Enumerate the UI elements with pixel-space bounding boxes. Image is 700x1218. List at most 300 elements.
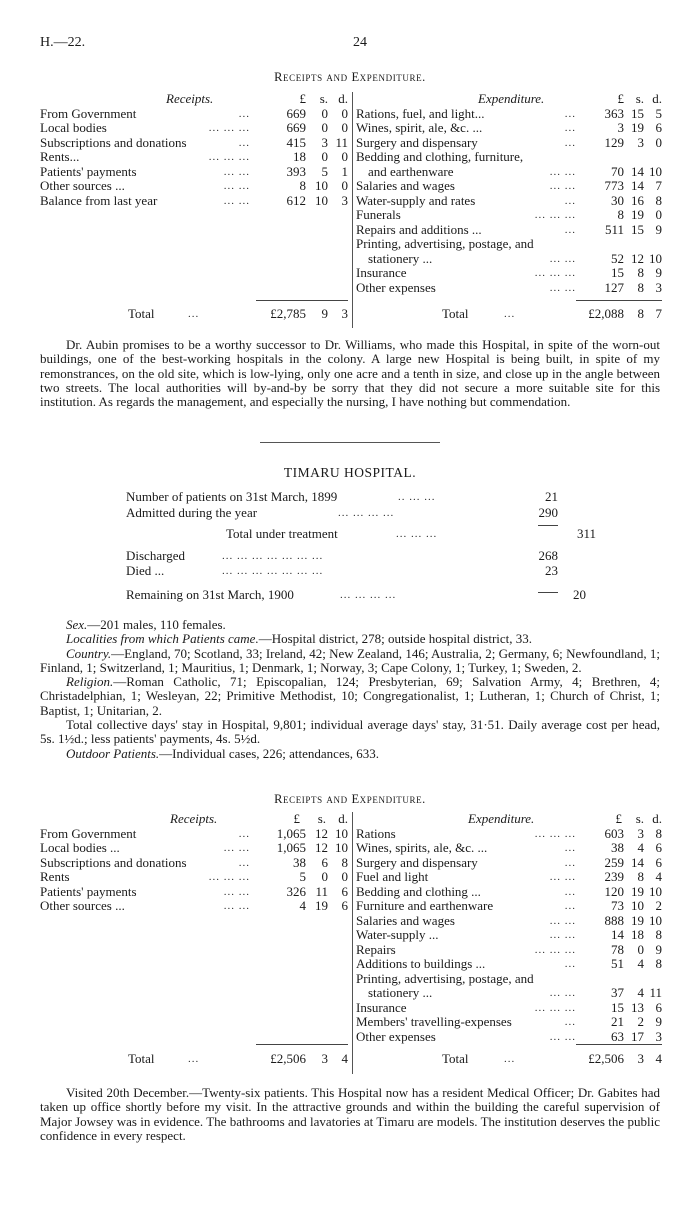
row-label: Other sources ...: [40, 178, 125, 193]
row-shillings: 19: [315, 898, 328, 913]
table2-title: Receipts and Expenditure.: [274, 792, 426, 806]
row-pence: 9: [655, 265, 662, 280]
expenditure-sum-rule: [576, 1044, 662, 1045]
receipts-rows: [40, 827, 348, 914]
row-pounds: 393: [286, 163, 306, 179]
receipt-row: [40, 870, 348, 885]
receipts-total: [40, 1052, 348, 1067]
row-pounds: 603: [604, 825, 624, 841]
leader-dots: ...: [238, 107, 250, 120]
row-label: Bedding and clothing, furniture,: [356, 149, 524, 164]
row-pounds: 129: [604, 134, 624, 150]
leader-dots: ...: [564, 122, 576, 134]
receipts-total: [40, 307, 348, 322]
expenditure-row: [356, 237, 662, 252]
total-pence: 3: [341, 306, 348, 321]
row-shillings: 0: [321, 869, 328, 884]
row-shillings: 3: [321, 134, 328, 150]
row-pence: 10: [649, 163, 662, 179]
expenditure-total: [356, 1052, 662, 1067]
expenditure-row: [356, 943, 662, 958]
row-label: Local bodies ...: [40, 840, 120, 855]
row-label: Water-supply ...: [356, 927, 439, 942]
row-pounds: 4: [299, 898, 306, 913]
row-shillings: 5: [321, 163, 328, 179]
row-label: Bedding and clothing ...: [356, 883, 481, 899]
row-label: Local bodies: [40, 120, 107, 135]
total-shillings: 8: [637, 306, 644, 321]
leader-dots: ... ...: [223, 180, 250, 192]
leader-dots: ... ...: [549, 929, 576, 941]
leader-dots: ... ... ...: [396, 528, 438, 540]
row-pounds: 18: [293, 149, 306, 164]
leader-dots: ...: [238, 136, 250, 149]
leader-dots: ... ... ...: [208, 122, 250, 134]
row-label: Furniture and earthenware: [356, 898, 494, 913]
expenditure-row: [356, 827, 662, 842]
unit-shillings: s.: [319, 91, 328, 106]
row-shillings: 12: [631, 250, 644, 266]
stat-admitted: [126, 506, 596, 522]
total-dots: ...: [188, 308, 200, 320]
expenditure-row: [356, 150, 662, 165]
expenditure-sum-rule: [576, 300, 662, 301]
outdoor-label: Outdoor Patients.: [66, 745, 160, 761]
stat-total-under-treatment: [126, 527, 596, 543]
row-pence: 2: [655, 898, 662, 913]
leader-dots: ...: [564, 136, 576, 149]
leader-dots: ...: [564, 223, 576, 236]
expenditure-row: [356, 856, 662, 871]
patient-statistics: [126, 490, 596, 603]
receipt-row: [40, 841, 348, 856]
row-label: Printing, advertising, postage, and: [356, 236, 534, 251]
row-pounds: 3: [617, 120, 624, 135]
expenditure-row: [356, 165, 662, 180]
row-pounds: 14: [611, 927, 624, 942]
expenditure-row: [356, 266, 662, 281]
leader-dots: ... ... ... ... ... ... ...: [222, 549, 324, 562]
row-label: Rents...: [40, 149, 80, 164]
row-shillings: 4: [637, 840, 644, 855]
row-pounds: 363: [604, 105, 624, 121]
row-pounds: 38: [611, 840, 624, 855]
row-pounds: 1,065: [276, 825, 306, 841]
row-label: Members' travelling-expenses: [356, 1014, 512, 1029]
country-label: Country.: [66, 645, 112, 661]
stat-discharged: [126, 549, 596, 565]
leader-dots: ... ...: [549, 871, 576, 883]
row-pounds: 51: [611, 956, 624, 971]
row-pence: 3: [655, 1028, 662, 1044]
unit-pounds: £: [293, 811, 300, 826]
stat-remaining-1900: [126, 588, 596, 604]
row-pence: 3: [655, 279, 662, 295]
leader-dots: ...: [564, 958, 576, 970]
row-pounds: 15: [611, 265, 624, 280]
sum-rule: [538, 525, 558, 526]
stat-value: 290: [538, 504, 558, 520]
expenditure-rows: [356, 827, 662, 1045]
total-pence: 4: [341, 1051, 348, 1066]
row-shillings: 2: [637, 1014, 644, 1029]
row-label: Wines, spirit, ale, &c. ...: [356, 120, 483, 135]
row-pounds: 888: [604, 912, 624, 928]
paragraph-text: Visited 20th December.—Twenty-six patients. This Hospital now has a resident Medical Officer; Dr. Gabites had taken up office shortly before my visit. In the attractive grounds and within the building the careful supervision of Major Jowsey was in evidence. The bathrooms and lavatories at Timaru are models. The institution deserves the public confidence in every respect.: [40, 1085, 660, 1143]
receipt-row: [40, 121, 348, 136]
stat-value: 268: [538, 547, 558, 563]
paragraph-text: Dr. Aubin promises to be a worthy successor to Dr. Williams, who made this Hospital, in spite of the worn-out buildings, one of the best-working hospitals in the colony. A large new Hospital is being built, in spite of my remonstrances, on the old site, which is low-lying, only one acre and a tenth in size, and close up in the angle between two streets. The local authorities will by-and-by be sorry that they did not secure a more suitable site for this institution. As regards the management, and especially the nursing, I have nothing but commendation.: [40, 337, 660, 410]
expenditure-header: [356, 92, 662, 107]
row-shillings: 14: [631, 163, 644, 179]
total-pounds: £2,506: [588, 1051, 624, 1066]
row-shillings: 4: [637, 985, 644, 1000]
stat-label: Admitted during the year: [126, 504, 258, 520]
expenditure-row: [356, 107, 662, 122]
leader-dots: ... ...: [223, 165, 250, 178]
receipt-row: [40, 136, 348, 151]
row-shillings: 16: [631, 192, 644, 208]
row-pence: 8: [341, 854, 348, 870]
leader-dots: ... ...: [223, 885, 250, 898]
receipt-row: [40, 150, 348, 165]
stat-label: Number of patients on 31st March, 1899: [126, 489, 338, 504]
country-text: —England, 70; Scotland, 33; Ireland, 42; New Zealand, 146; Australia, 2; Germany, 6; Newfoundland, 1; Finland, 1; Switzerland, 1; Mauritius, 1; Denmark, 1; Norway, 3; Cape Colony, 1; Turkey, 1; Sweden, 2.: [40, 645, 660, 675]
total-pounds: £2,088: [588, 306, 624, 321]
row-label: Repairs: [356, 941, 396, 957]
stat-value: 311: [576, 526, 596, 541]
row-pence: 11: [335, 134, 348, 150]
row-label: stationery ...: [368, 985, 433, 1000]
row-pounds: 30: [611, 192, 624, 208]
total-shillings: 9: [321, 306, 328, 321]
receipts-title: Receipts.: [166, 91, 214, 106]
expenditure-row: [356, 281, 662, 296]
row-pence: 6: [341, 898, 348, 913]
leader-dots: ...: [564, 1016, 576, 1028]
expenditure-row: [356, 957, 662, 972]
row-label: and earthenware: [368, 163, 454, 179]
receipt-row: [40, 885, 348, 900]
row-label: Rations: [356, 825, 396, 841]
expenditure-row: [356, 870, 662, 885]
row-pence: 5: [655, 105, 662, 121]
row-label: Water-supply and rates: [356, 192, 476, 208]
receipt-row: [40, 165, 348, 180]
row-pounds: 8: [617, 207, 624, 222]
paragraph-aubin: [40, 338, 660, 409]
row-shillings: 19: [631, 207, 644, 222]
row-label: Funerals: [356, 207, 401, 222]
row-pounds: 5: [299, 869, 306, 884]
leader-dots: ... ...: [549, 1030, 576, 1043]
total-shillings: 3: [321, 1051, 328, 1066]
leader-dots: ... ...: [549, 180, 576, 192]
stat-value: 21: [545, 489, 558, 504]
religion-line: [40, 675, 660, 718]
row-shillings: 8: [637, 869, 644, 884]
row-shillings: 14: [631, 854, 644, 870]
expenditure-row: [356, 1015, 662, 1030]
leader-dots: ...: [564, 856, 576, 869]
unit-pence: d.: [652, 811, 662, 826]
row-shillings: 8: [637, 279, 644, 295]
row-shillings: 0: [321, 149, 328, 164]
unit-shillings: s.: [635, 811, 644, 826]
expenditure-row: [356, 841, 662, 856]
row-label: Printing, advertising, postage, and: [356, 970, 534, 986]
section-divider: [260, 442, 440, 443]
total-label: Total: [128, 306, 155, 321]
row-pence: 6: [655, 120, 662, 135]
row-shillings: 15: [631, 221, 644, 237]
receipts-rows: [40, 107, 348, 209]
row-shillings: 17: [631, 1028, 644, 1044]
row-pounds: 669: [286, 120, 306, 135]
leader-dots: ... ... ... ...: [340, 588, 397, 601]
row-pounds: 37: [611, 985, 624, 1000]
leader-dots: ...: [564, 107, 576, 120]
row-shillings: 13: [631, 999, 644, 1015]
row-label: Balance from last year: [40, 192, 158, 208]
expenditure-row: [356, 223, 662, 238]
expenditure-row: [356, 928, 662, 943]
row-shillings: 0: [321, 120, 328, 135]
religion-label: Religion.: [66, 674, 114, 690]
country-line: [40, 647, 660, 676]
receipts-header: [40, 92, 348, 107]
row-label: Insurance: [356, 265, 407, 280]
receipt-row: [40, 856, 348, 871]
row-shillings: 11: [315, 883, 328, 899]
expenditure-total: [356, 307, 662, 322]
row-label: Patients' payments: [40, 883, 137, 899]
row-pence: 4: [655, 869, 662, 884]
row-pounds: 78: [611, 941, 624, 957]
row-shillings: 12: [315, 825, 328, 841]
sex-text: —201 males, 110 females.: [87, 617, 226, 632]
row-pounds: 8: [299, 178, 306, 193]
receipt-row: [40, 827, 348, 842]
receipts-column: [40, 92, 348, 208]
row-pence: 0: [341, 149, 348, 164]
expenditure-row: [356, 194, 662, 209]
row-label: Other expenses: [356, 1028, 436, 1044]
leader-dots: ... ...: [223, 194, 250, 207]
stat-label: Discharged: [126, 547, 185, 563]
stat-label: Remaining on 31st March, 1900: [126, 586, 294, 602]
expenditure-column: [356, 92, 662, 295]
row-label: Surgery and dispensary: [356, 854, 478, 870]
total-dots: ...: [188, 1053, 200, 1065]
expenditure-row: [356, 972, 662, 987]
row-pence: 10: [649, 912, 662, 928]
receipt-row: [40, 179, 348, 194]
row-label: Rations, fuel, and light...: [356, 105, 485, 121]
row-pounds: 52: [611, 250, 624, 266]
row-pence: 9: [655, 221, 662, 237]
expenditure-row: [356, 914, 662, 929]
row-pence: 0: [655, 134, 662, 150]
receipts-sum-rule: [256, 300, 348, 301]
row-shillings: 18: [631, 927, 644, 942]
stat-patients-1899: [126, 490, 596, 506]
row-pounds: 127: [604, 279, 624, 295]
localities-label: Localities from which Patients came.: [66, 631, 259, 647]
row-pence: 10: [335, 825, 348, 841]
row-shillings: 19: [631, 120, 644, 135]
row-shillings: 15: [631, 105, 644, 121]
expenditure-header: [356, 812, 662, 827]
expenditure-title: Expenditure.: [468, 811, 535, 826]
leader-dots: ...: [238, 856, 250, 869]
row-pence: 6: [655, 854, 662, 870]
leader-dots: ... ...: [223, 842, 250, 854]
leader-dots: ... ... ...: [534, 827, 576, 840]
row-pounds: 511: [604, 221, 624, 237]
leader-dots: ... ... ...: [534, 943, 576, 956]
row-label: Salaries and wages: [356, 912, 455, 928]
collective-stay-line: Total collective days' stay in Hospital, 9,801; individual average days' stay, 31·51. Daily average cost per head, 5s. 1½d.; less patients' payments, 4s. 5½d.: [40, 717, 660, 747]
total-dots: ...: [504, 1053, 516, 1065]
receipts-header: [40, 812, 348, 827]
sex-label: Sex.: [66, 617, 88, 632]
row-pounds: 415: [286, 134, 306, 150]
unit-pounds: £: [299, 91, 306, 106]
row-pounds: 612: [286, 192, 306, 208]
total-label: Total: [442, 306, 469, 321]
religion-text: —Roman Catholic, 71; Episcopalian, 124; Presbyterian, 69; Salvation Army, 4; Brethren, 4; Christadelphian, 1; Wesleyan, 22; Primitive Methodist, 10; Congregationalist, 1; Lutheran, 1; Church of Christ, 1; Baptist, 1; Unitarian, 2.: [40, 674, 660, 718]
row-pounds: 63: [611, 1028, 624, 1044]
receipts-sum-rule: [256, 1044, 348, 1045]
row-pounds: 773: [604, 178, 624, 193]
unit-pence: d.: [338, 91, 348, 106]
leader-dots: ...: [238, 827, 250, 840]
row-shillings: 19: [631, 912, 644, 928]
row-pounds: 326: [286, 883, 306, 899]
total-pounds: £2,785: [270, 306, 306, 321]
row-pounds: 1,065: [276, 840, 306, 855]
expenditure-rows: [356, 107, 662, 296]
row-pence: 8: [655, 956, 662, 971]
row-label: From Government: [40, 105, 137, 121]
leader-dots: ... ... ... ...: [338, 506, 395, 519]
row-label: Subscriptions and donations: [40, 134, 187, 150]
row-pence: 10: [335, 840, 348, 855]
leader-dots: ...: [564, 885, 576, 898]
expenditure-row: [356, 986, 662, 1001]
row-pence: 0: [341, 120, 348, 135]
total-pence: 7: [655, 306, 662, 321]
row-label: Other expenses: [356, 279, 436, 295]
row-shillings: 12: [315, 840, 328, 855]
row-pence: 0: [341, 105, 348, 121]
row-label: Other sources ...: [40, 898, 125, 913]
row-pounds: 259: [604, 854, 624, 870]
row-pence: 7: [655, 178, 662, 193]
row-pence: 8: [655, 825, 662, 841]
row-shillings: 0: [321, 105, 328, 121]
leader-dots: ... ... ... ... ... ... ...: [222, 565, 324, 577]
row-pence: 6: [341, 883, 348, 899]
row-shillings: 14: [631, 178, 644, 193]
total-pence: 4: [655, 1051, 662, 1066]
row-label: Fuel and light: [356, 869, 429, 884]
page-number: 24: [353, 35, 367, 50]
total-label: Total: [442, 1051, 469, 1066]
total-label: Total: [128, 1051, 155, 1066]
row-label: Patients' payments: [40, 163, 137, 179]
receipt-row: [40, 194, 348, 209]
leader-dots: ... ...: [549, 281, 576, 294]
row-label: Insurance: [356, 999, 407, 1015]
expenditure-title: Expenditure.: [478, 91, 545, 106]
totals-row: [40, 1052, 662, 1067]
unit-pence: d.: [652, 91, 662, 106]
row-pounds: 669: [286, 105, 306, 121]
page-header: [40, 36, 660, 54]
expenditure-row: [356, 1030, 662, 1045]
leader-dots: ... ...: [549, 252, 576, 265]
row-shillings: 3: [637, 825, 644, 841]
row-label: Wines, spirits, ale, &c. ...: [356, 840, 488, 855]
paragraph-visit: [40, 1086, 660, 1143]
row-label: Surgery and dispensary: [356, 134, 478, 150]
leader-dots: ... ... ...: [534, 267, 576, 279]
row-shillings: 3: [637, 134, 644, 150]
leader-dots: ...: [564, 842, 576, 854]
receipts-title: Receipts.: [170, 811, 218, 826]
row-shillings: 6: [321, 854, 328, 870]
outdoor-line: [40, 747, 660, 761]
total-pounds: £2,506: [270, 1051, 306, 1066]
leader-dots: ... ... ...: [208, 871, 250, 883]
row-pounds: 21: [611, 1014, 624, 1029]
row-pence: 11: [649, 985, 662, 1000]
total-shillings: 3: [637, 1051, 644, 1066]
row-label: Additions to buildings ...: [356, 956, 486, 971]
expenditure-row: [356, 136, 662, 151]
row-pence: 8: [655, 927, 662, 942]
stat-died: [126, 564, 596, 580]
localities-line: [40, 632, 660, 646]
leader-dots: ... ...: [549, 165, 576, 178]
sex-line: [40, 618, 660, 632]
row-shillings: 4: [637, 956, 644, 971]
row-shillings: 0: [637, 941, 644, 957]
row-pounds: 70: [611, 163, 624, 179]
unit-shillings: s.: [635, 91, 644, 106]
row-pence: 1: [341, 163, 348, 179]
stat-label: Died ...: [126, 563, 165, 578]
row-label: Subscriptions and donations: [40, 854, 187, 870]
leader-dots: ...: [564, 194, 576, 207]
expenditure-row: [356, 252, 662, 267]
unit-shillings: s.: [317, 811, 326, 826]
leader-dots: ... ... ...: [534, 1001, 576, 1014]
row-label: Rents: [40, 869, 70, 884]
row-pence: 0: [341, 869, 348, 884]
localities-text: —Hospital district, 278; outside hospital district, 33.: [258, 631, 533, 647]
row-pounds: 73: [611, 898, 624, 913]
row-pence: 9: [655, 941, 662, 957]
row-pence: 0: [341, 178, 348, 193]
row-label: Repairs and additions ...: [356, 221, 482, 237]
leader-dots: ...: [564, 900, 576, 912]
row-shillings: 8: [637, 265, 644, 280]
column-divider: [352, 812, 353, 1074]
column-divider: [352, 92, 353, 328]
